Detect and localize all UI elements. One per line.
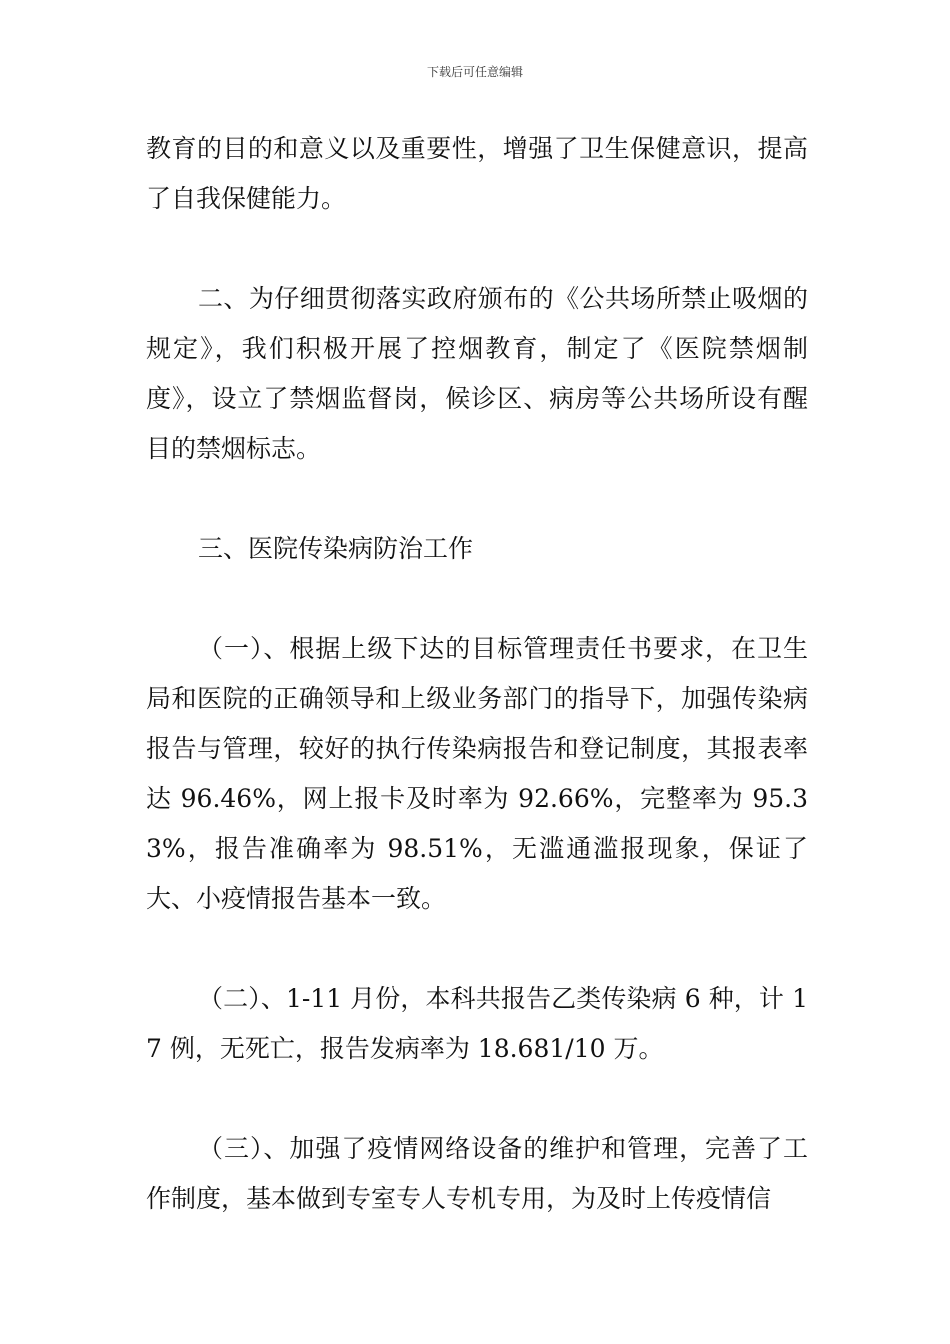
paragraph-item-1: （一）、根据上级下达的目标管理责任书要求，在卫生局和医院的正确领导和上级业务部门的指导下，加强传染病报告与管理，较好的执行传染病报告和登记制度，其报表率达 96.46%，网上报卡及时率为 92.66%，完整率为 95.33%，报告准确率为 98.51%，无滥通滥报现象，保证了大、小疫情报告基本一致。 — [146, 634, 808, 913]
paragraph-continuation: 教育的目的和意义以及重要性，增强了卫生保健意识，提高了自我保健能力。 — [146, 134, 808, 213]
section-heading-3: 三、医院传染病防治工作 — [198, 534, 474, 563]
document-body — [146, 124, 808, 1224]
paragraph-item-3: （三）、加强了疫情网络设备的维护和管理，完善了工作制度，基本做到专室专人专机专用，为及时上传疫情信 — [146, 1134, 808, 1213]
paragraph-section-2: 二、为仔细贯彻落实政府颁布的《公共场所禁止吸烟的规定》，我们积极开展了控烟教育，制定了《医院禁烟制度》，设立了禁烟监督岗，候诊区、病房等公共场所设有醒目的禁烟标志。 — [146, 284, 808, 463]
paragraph-item-2: （二）、1-11 月份，本科共报告乙类传染病 6 种，计 17 例，无死亡，报告发病率为 18.681/10 万。 — [146, 984, 808, 1063]
page-header: 下载后可任意编辑 — [426, 65, 523, 79]
